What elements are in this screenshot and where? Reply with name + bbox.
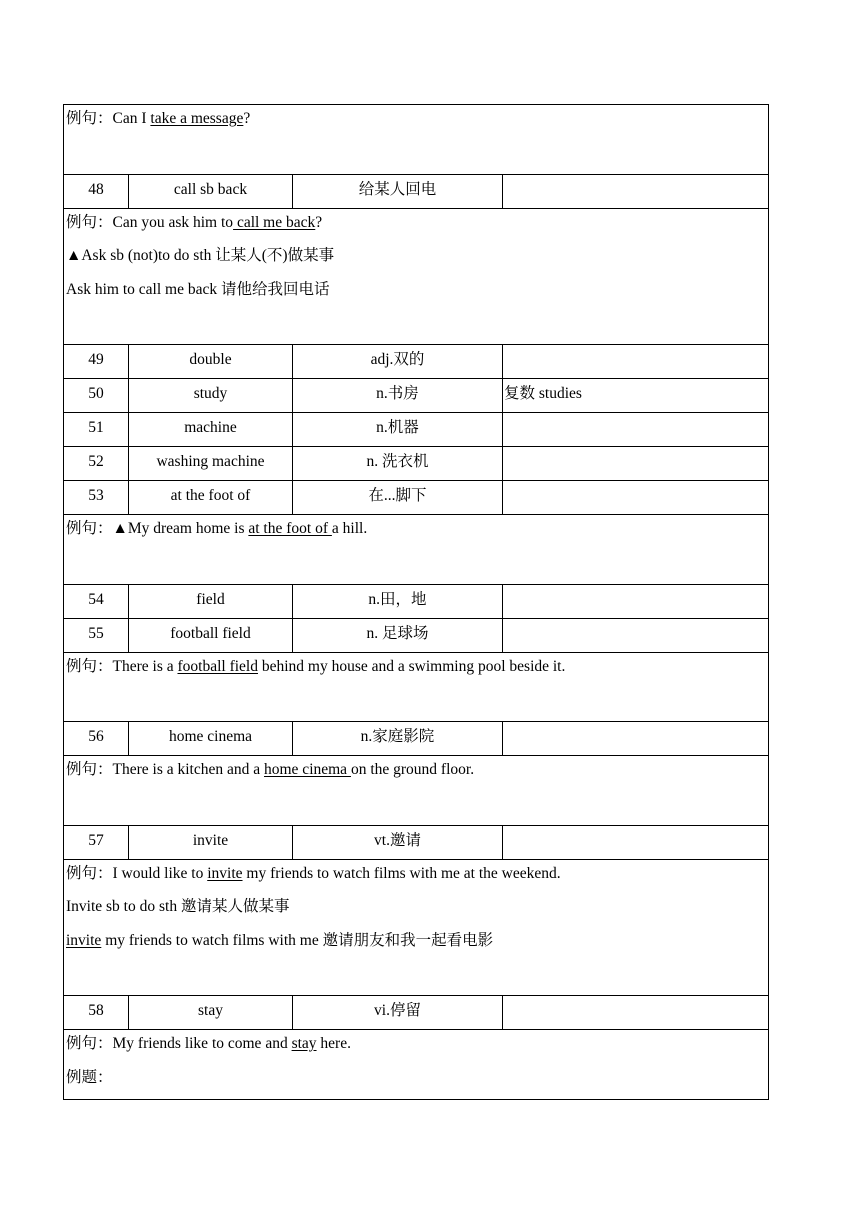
example-row xyxy=(64,208,769,345)
entry-meaning: n.书房 xyxy=(293,379,503,413)
example-text: a hill. xyxy=(331,520,368,537)
example-text: ? xyxy=(315,213,323,231)
entry-word: invite xyxy=(129,825,293,859)
underlined-phrase: at the foot of xyxy=(248,520,332,537)
example-text: ? xyxy=(243,110,251,127)
example-cell xyxy=(64,105,769,175)
example-cell xyxy=(64,208,769,345)
blank-line xyxy=(66,689,766,721)
entry-meaning: 在...脚下 xyxy=(293,481,503,515)
example-text: 例题： xyxy=(66,1068,113,1086)
word-row xyxy=(64,722,769,756)
example-row xyxy=(64,859,769,996)
vocabulary-table xyxy=(63,104,769,1100)
entry-note xyxy=(503,345,769,379)
example-cell xyxy=(64,515,769,585)
example-text: 例句：Can you ask him to xyxy=(66,213,234,231)
entry-note xyxy=(503,996,769,1030)
underlined-phrase: call me back xyxy=(233,213,316,231)
example-row xyxy=(64,1030,769,1100)
entry-number: 57 xyxy=(64,825,129,859)
example-line xyxy=(66,518,766,552)
entry-word: washing machine xyxy=(129,447,293,481)
word-row xyxy=(64,825,769,859)
blank-line xyxy=(66,312,766,344)
word-row xyxy=(64,447,769,481)
example-text: 例句：I would like to xyxy=(66,864,208,882)
entry-word: at the foot of xyxy=(129,481,293,515)
entry-note xyxy=(503,825,769,859)
word-row xyxy=(64,379,769,413)
entry-number: 58 xyxy=(64,996,129,1030)
entry-word: call sb back xyxy=(129,174,293,208)
entry-meaning: n. 洗衣机 xyxy=(293,447,503,481)
entry-meaning: adj.双的 xyxy=(293,345,503,379)
example-line xyxy=(66,212,766,246)
example-row xyxy=(64,105,769,175)
entry-word: study xyxy=(129,379,293,413)
underlined-phrase: take a message xyxy=(150,110,244,127)
underlined-phrase: football field xyxy=(177,657,258,675)
example-line xyxy=(66,1033,766,1067)
blank-line xyxy=(66,142,766,174)
example-cell xyxy=(64,756,769,826)
underlined-phrase: home cinema xyxy=(264,761,351,778)
example-line xyxy=(66,863,766,897)
entry-note xyxy=(503,174,769,208)
entry-note xyxy=(503,722,769,756)
example-text: my friends to watch films with me 邀请朋友和我一起看电影 xyxy=(101,931,494,949)
entry-meaning: vi.停留 xyxy=(293,996,503,1030)
example-text: on the ground floor. xyxy=(350,761,475,778)
word-row xyxy=(64,584,769,618)
entry-number: 56 xyxy=(64,722,129,756)
example-cell xyxy=(64,859,769,996)
entry-word: double xyxy=(129,345,293,379)
example-row xyxy=(64,756,769,826)
entry-note xyxy=(503,413,769,447)
example-text: Ask him to call me back 请他给我回电话 xyxy=(66,280,330,298)
underlined-phrase: invite xyxy=(66,931,102,949)
entry-word: machine xyxy=(129,413,293,447)
word-row xyxy=(64,413,769,447)
entry-meaning: n.机器 xyxy=(293,413,503,447)
example-line xyxy=(66,759,766,793)
entry-number: 53 xyxy=(64,481,129,515)
underlined-phrase: stay xyxy=(291,1035,317,1052)
entry-note xyxy=(503,584,769,618)
entry-word: home cinema xyxy=(129,722,293,756)
example-text: 例句：There is a xyxy=(66,657,178,675)
word-row xyxy=(64,345,769,379)
entry-number: 49 xyxy=(64,345,129,379)
entry-word: field xyxy=(129,584,293,618)
example-cell xyxy=(64,652,769,722)
entry-note xyxy=(503,618,769,652)
entry-number: 48 xyxy=(64,174,129,208)
entry-meaning: 给某人回电 xyxy=(293,174,503,208)
blank-line xyxy=(66,963,766,995)
word-row xyxy=(64,996,769,1030)
vocabulary-table-body xyxy=(64,105,769,1100)
example-text: 例句：▲My dream home is xyxy=(66,520,249,537)
entry-number: 55 xyxy=(64,618,129,652)
blank-line xyxy=(66,793,766,825)
entry-number: 54 xyxy=(64,584,129,618)
example-row xyxy=(64,652,769,722)
example-line xyxy=(66,896,766,930)
entry-note xyxy=(503,481,769,515)
example-line xyxy=(66,279,766,313)
underlined-phrase: invite xyxy=(207,864,243,882)
word-row xyxy=(64,481,769,515)
example-text: 例句：Can I xyxy=(66,110,151,127)
example-row xyxy=(64,515,769,585)
entry-note xyxy=(503,447,769,481)
example-text: my friends to watch films with me at the weekend. xyxy=(242,864,561,882)
entry-meaning: n. 足球场 xyxy=(293,618,503,652)
word-row xyxy=(64,174,769,208)
example-text: ▲Ask sb (not)to do sth 让某人(不)做某事 xyxy=(66,247,335,264)
entry-word: football field xyxy=(129,618,293,652)
example-cell xyxy=(64,1030,769,1100)
entry-number: 51 xyxy=(64,413,129,447)
example-text: here. xyxy=(316,1035,351,1052)
example-line xyxy=(66,930,766,964)
example-line xyxy=(66,108,766,142)
example-text: Invite sb to do sth 邀请某人做某事 xyxy=(66,898,290,915)
entry-meaning: n.家庭影院 xyxy=(293,722,503,756)
entry-number: 50 xyxy=(64,379,129,413)
entry-word: stay xyxy=(129,996,293,1030)
example-text: 例句：My friends like to come and xyxy=(66,1035,292,1052)
example-line xyxy=(66,656,766,690)
example-text: 例句：There is a kitchen and a xyxy=(66,761,264,778)
entry-number: 52 xyxy=(64,447,129,481)
blank-line xyxy=(66,552,766,584)
example-text: behind my house and a swimming pool beside it. xyxy=(257,657,566,675)
entry-note: 复数 studies xyxy=(503,379,769,413)
entry-meaning: vt.邀请 xyxy=(293,825,503,859)
example-line xyxy=(66,1067,766,1099)
example-line xyxy=(66,245,766,279)
entry-meaning: n.田，地 xyxy=(293,584,503,618)
word-row xyxy=(64,618,769,652)
